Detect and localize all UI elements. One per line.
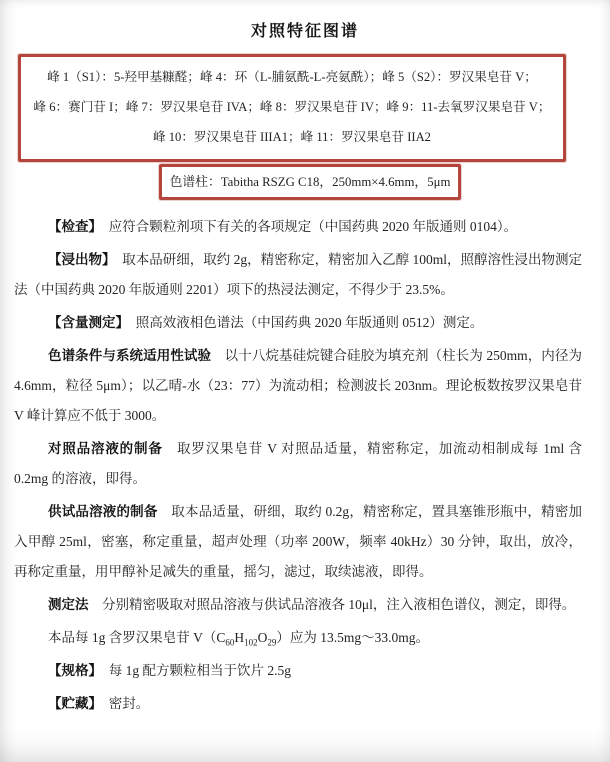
section-assay: 【含量测定】 照高效液相色谱法（中国药典 2020 年版通则 0512）测定。	[48, 315, 484, 330]
section-extractives: 【浸出物】 取本品研细，取约 2g，精密称定，精密加入乙醇 100ml，照醇溶性浸出物测定法（中国药典 2020 年版通则 2201）项下的热浸法测定，不得少于 23.5%。	[14, 252, 583, 297]
section-chromatographic-conditions: 色谱条件与系统适用性试验 以十八烷基硅烷键合硅胶为填充剂（柱长为 250mm，内径为 4.6mm，粒径 5μm）；以乙晴-水（23：77）为流动相；检测波长 203nm。理论板数按罗汉果皂苷 V 峰计算应不低于 3000。	[14, 348, 582, 423]
chromatography-column-box	[159, 164, 461, 200]
monograph-body	[14, 212, 582, 719]
peak-legend-line-1: 峰 1（S1）：5-羟甲基糠醛；峰 4：环（L-脯氨酰-L-亮氨酰）；峰 5（S2）：罗汉果皂苷 V；	[47, 70, 537, 84]
peak-legend-line-2: 峰 6：赛门苷 I；峰 7：罗汉果皂苷 IVA；峰 8：罗汉果皂苷 IV；峰 9：11-去氧罗汉果皂苷 V；	[33, 100, 551, 114]
peak-legend-line-3: 峰 10：罗汉果皂苷 IIIA1；峰 11：罗汉果皂苷 IIA2	[153, 130, 431, 144]
section-test-solution: 供试品溶液的制备 取本品适量，研细，取约 0.2g，精密称定，置具塞锥形瓶中，精密加入甲醇 25ml，密塞，称定重量，超声处理（功率 200W，频率 40kHz）30 分钟，取出，放冷，再称定重量，用甲醇补足减失的重量，摇匀，滤过，取续滤液，即得。	[14, 504, 583, 579]
section-content-limit: 本品每 1g 含罗汉果皂苷 $V(C_{60}H_{102}O_{29})$应为 13.5mg～33.0mg。	[48, 630, 430, 648]
section-storage: 【贮藏】 密封。	[48, 696, 150, 711]
chromatography-column-text: 色谱柱：Tabitha RSZG C18，250mm×4.6mm，5μm	[169, 175, 451, 189]
section-specification: 【规格】 每 1g 配方颗粒相当于饮片 2.5g	[48, 663, 291, 678]
section-inspection: 【检查】 应符合颗粒剂项下有关的各项规定（中国药典 2020 年版通则 0104）。	[48, 219, 518, 234]
section-determination: 测定法 分别精密吸取对照品溶液与供试品溶液各 10μl，注入液相色谱仪，测定，即得。	[48, 597, 576, 612]
section-reference-solution: 对照品溶液的制备 取罗汉果皂苷 V 对照品适量，精密称定，加流动相制成每 1ml 含 0.2mg 的溶液，即得。	[14, 441, 582, 486]
peak-legend-box	[18, 54, 566, 162]
page-title: 对照特征图谱	[250, 23, 359, 40]
